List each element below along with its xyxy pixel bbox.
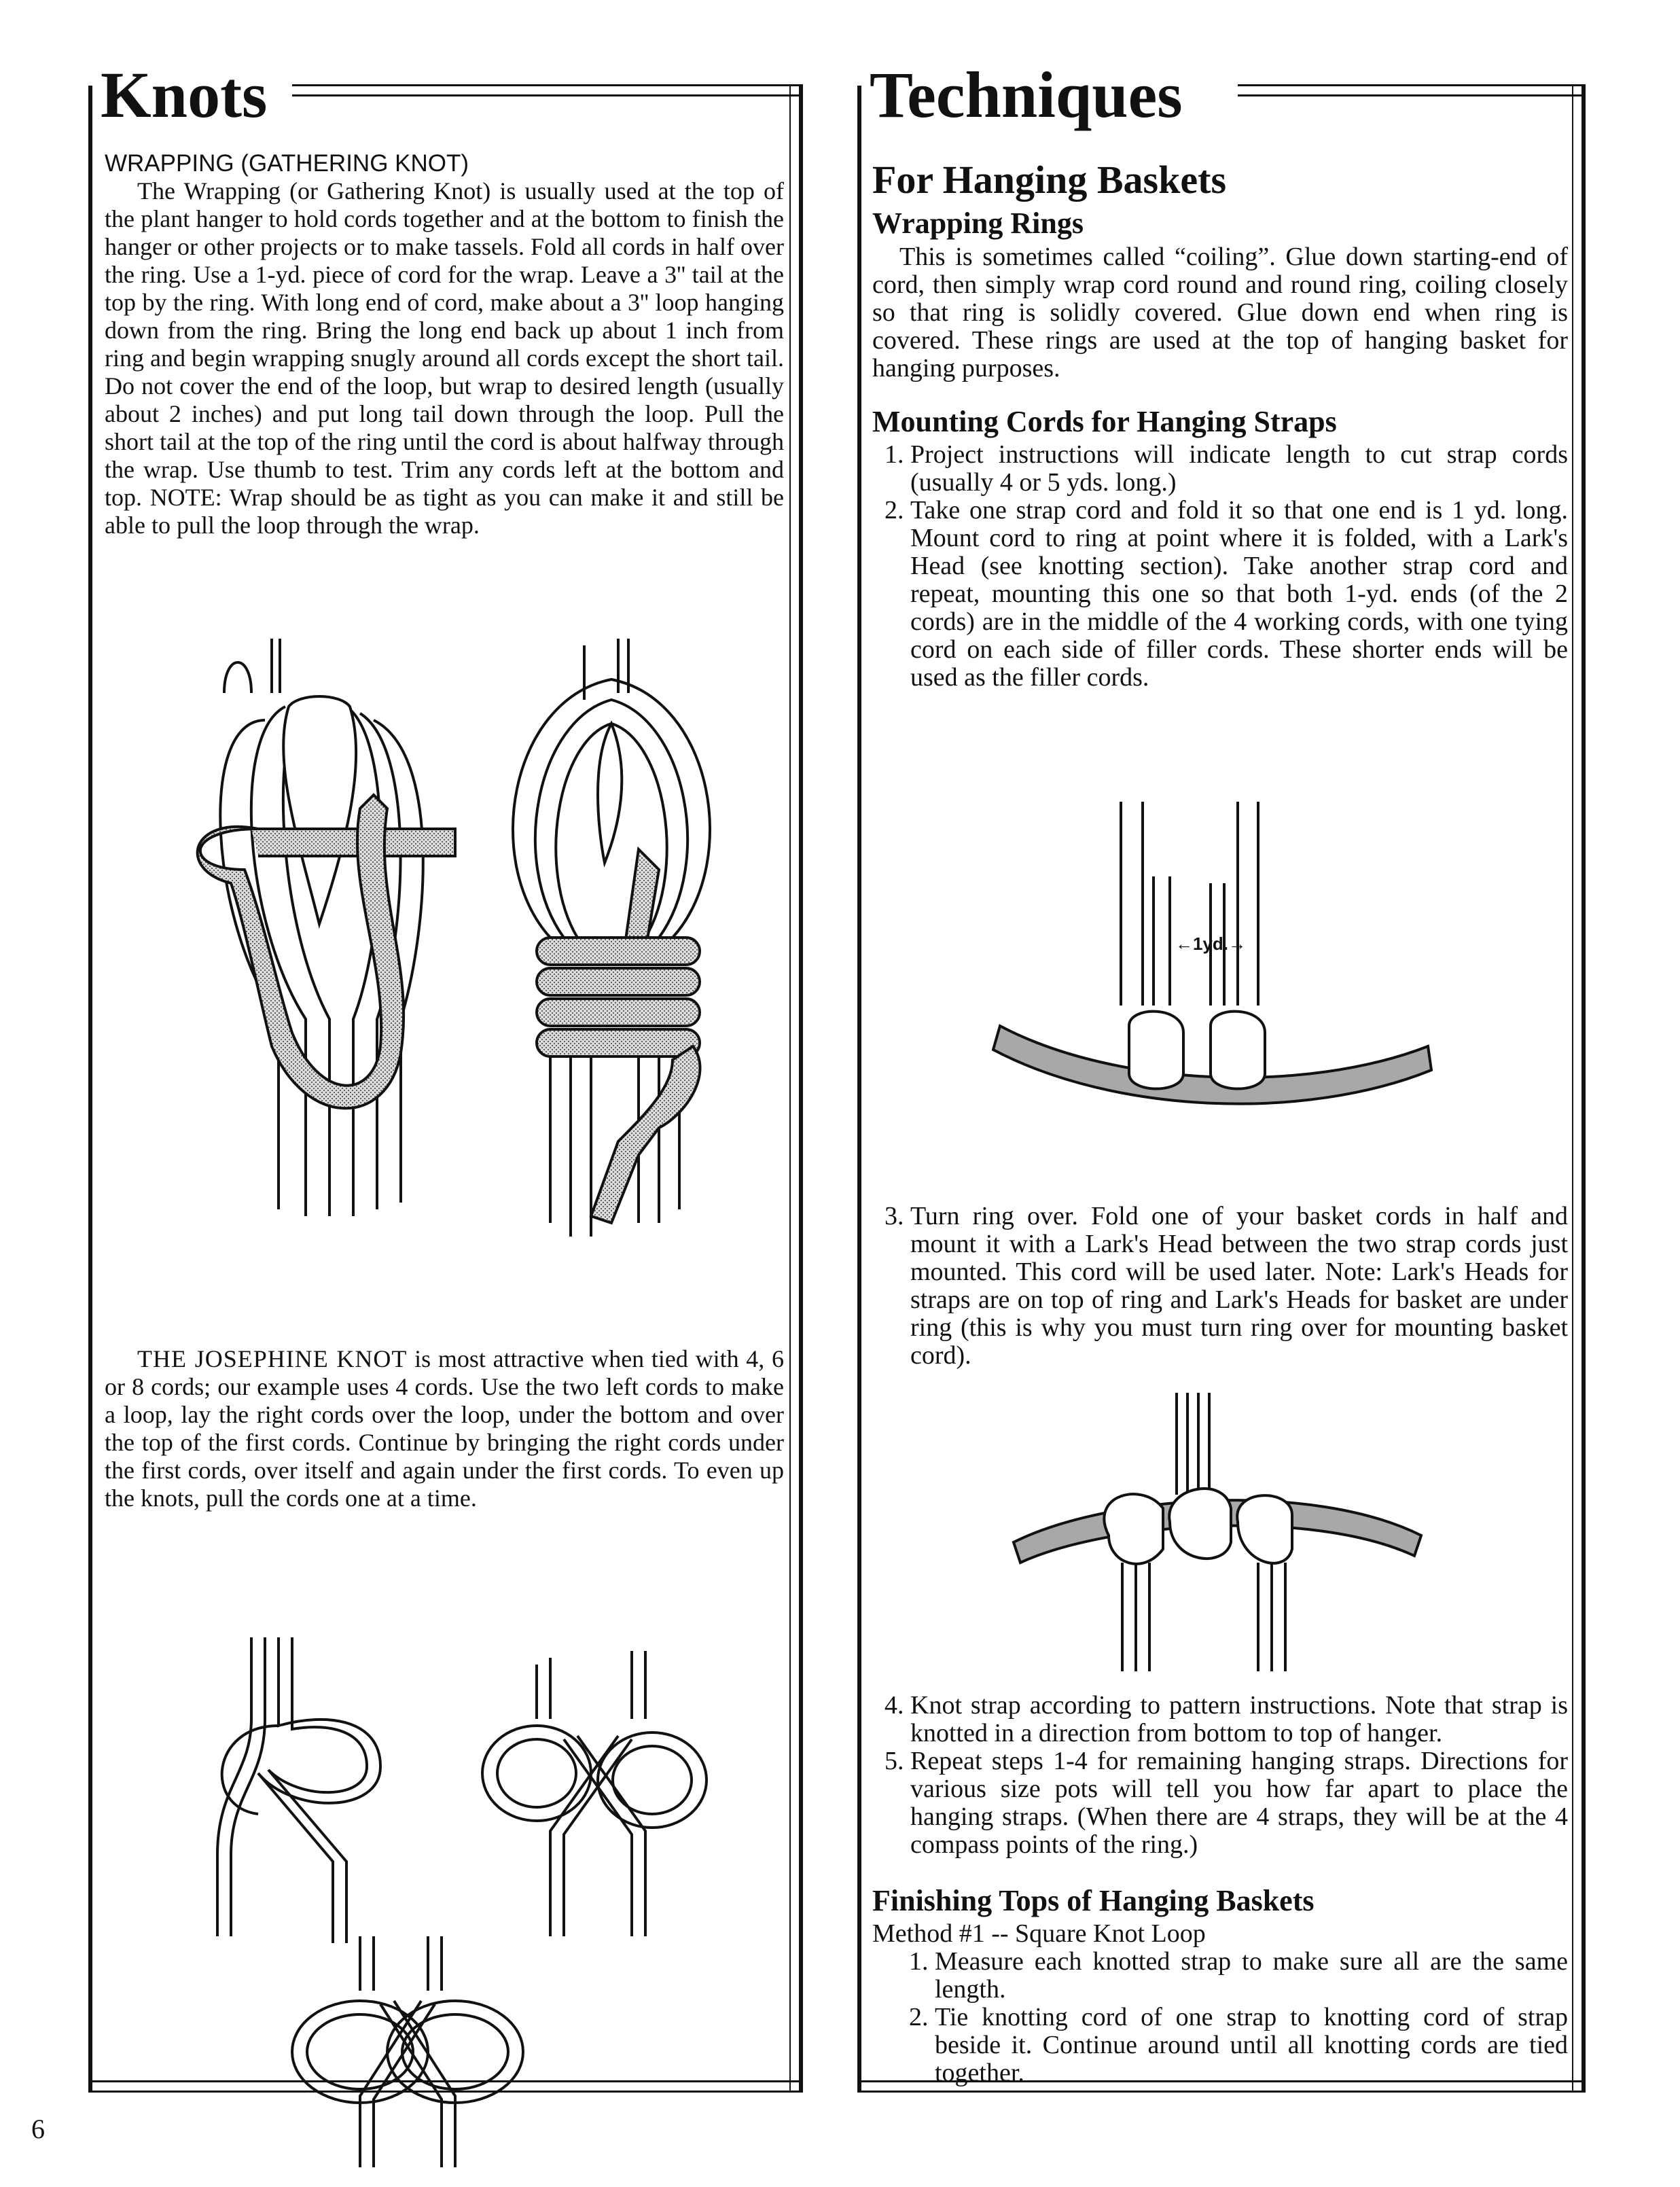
mounting-step-5: 5. Repeat steps 1-4 for remaining hanging straps. Directions for various size pots will tell you how far apart to place the hanging straps. (When there are 4 straps, they will be at the 4 compass points of the ring.) [910,1747,1568,1859]
knots-column [88,58,803,2093]
josephine-section [105,1345,784,1512]
wrapping-rings-body: This is sometimes called “coiling”. Glue down starting-end of cord, then simply wrap cord round and round ring, coiling closely so that ring is solidly covered. Glue down end when ring is covered. These rings are used at the top of hanging basket for hanging purposes. [872,243,1568,383]
method-step-1: 1. Measure each knotted strap to make sure all are the same length. [935,1948,1568,2004]
finishing-title: Finishing Tops of Hanging Baskets [872,1884,1315,1917]
mounting-step-2: 2. Take one strap cord and fold it so that one end is 1 yd. long. Mount cord to ring at point where it is folded, with a Lark's Head (see knotting section). Take another strap cord and repeat, mounting this one so that both 1-yd. ends (of the 2 cords) are in the middle of the 4 working cords, with one tying cord on each side of filler cords. These shorter ends will be used as the filler cords. [910,497,1568,692]
techniques-heading-rule [1238,84,1586,96]
techniques-column [857,58,1586,2093]
knots-heading: Knots [101,54,278,136]
wrapping-knot-illustration [170,639,754,1270]
josephine-knot-illustration [156,1637,768,2167]
later-steps-section [872,1692,1568,2087]
wrapping-body: The Wrapping (or Gathering Knot) is usually used at the top of the plant hanger to hold cords together and at the bottom to finish the hanger or other projects or to make tassels. Fold all cords in half over the ring. Use a 1-yd. piece of cord for the wrap. Leave a 3'' tail at the top by the ring. With long end of cord, make about a 3'' loop hanging down from the ring. Bring the long end back up about 1 inch from ring and begin wrapping snugly around all cords except the short tail. Do not cover the end of the loop, but wrap to desired length (usually about 2 inches) and put long tail down through the loop. Pull the short tail at the top of the ring until the cord is about halfway through the wrap. Use thumb to test. Trim any cords left at the bottom and top. NOTE: Wrap should be as tight as you can make it and still be able to pull the loop through the wrap. [105,177,784,539]
mounting-step-3: 3. Turn ring over. Fold one of your basket cords in half and mount it with a Lark's Head between the two strap cords just mounted. This cord will be used later. Note: Lark's Heads for straps are on top of ring and Lark's Heads for basket are under ring (this is why you must turn ring over for mounting basket cord). [910,1203,1568,1370]
wrapping-title: WRAPPING (GATHERING KNOT) [105,150,469,177]
basket-cord-diagram [1007,1393,1428,1678]
josephine-body: is most attractive when tied with 4, 6 or 8 cords; our example uses 4 cords. Use the two left cords to make a loop, lay the right cords over the loop, under the bottom and over the top of the first cords. Continue by bringing the right cords under the first cords, over itself and again under the first cords. To even up the knots, pull the cords one at a time. [105,1345,784,1512]
techniques-top-section [872,156,1568,692]
method-1-title: Method #1 -- Square Knot Loop [872,1919,1206,1948]
mounting-step-4: 4. Knot strap according to pattern instructions. Note that strap is knotted in a direction from bottom to top of hanger. [910,1692,1568,1747]
mounting-steps-1-2 [872,441,1568,692]
page-number: 6 [31,2114,45,2144]
method-step-2: 2. Tie knotting cord of one strap to knotting cord of strap beside it. Continue around until all knotting cords are tied together. [935,2004,1568,2087]
josephine-title: THE JOSEPHINE KNOT [137,1345,408,1372]
techniques-heading: Techniques [870,54,1194,136]
techniques-subtitle: For Hanging Baskets [872,158,1227,202]
wrapping-rings-title: Wrapping Rings [872,207,1084,240]
one-yard-label: ←1yd.→ [1175,934,1247,954]
knots-heading-rule [292,84,803,96]
step-3-section [872,1203,1568,1370]
wrapping-section [105,149,784,539]
mounting-title: Mounting Cords for Hanging Straps [872,405,1337,438]
mounting-step-1: 1. Project instructions will indicate length to cut strap cords (usually 4 or 5 yds. long.) [910,441,1568,497]
strap-mounting-diagram [980,802,1455,1141]
